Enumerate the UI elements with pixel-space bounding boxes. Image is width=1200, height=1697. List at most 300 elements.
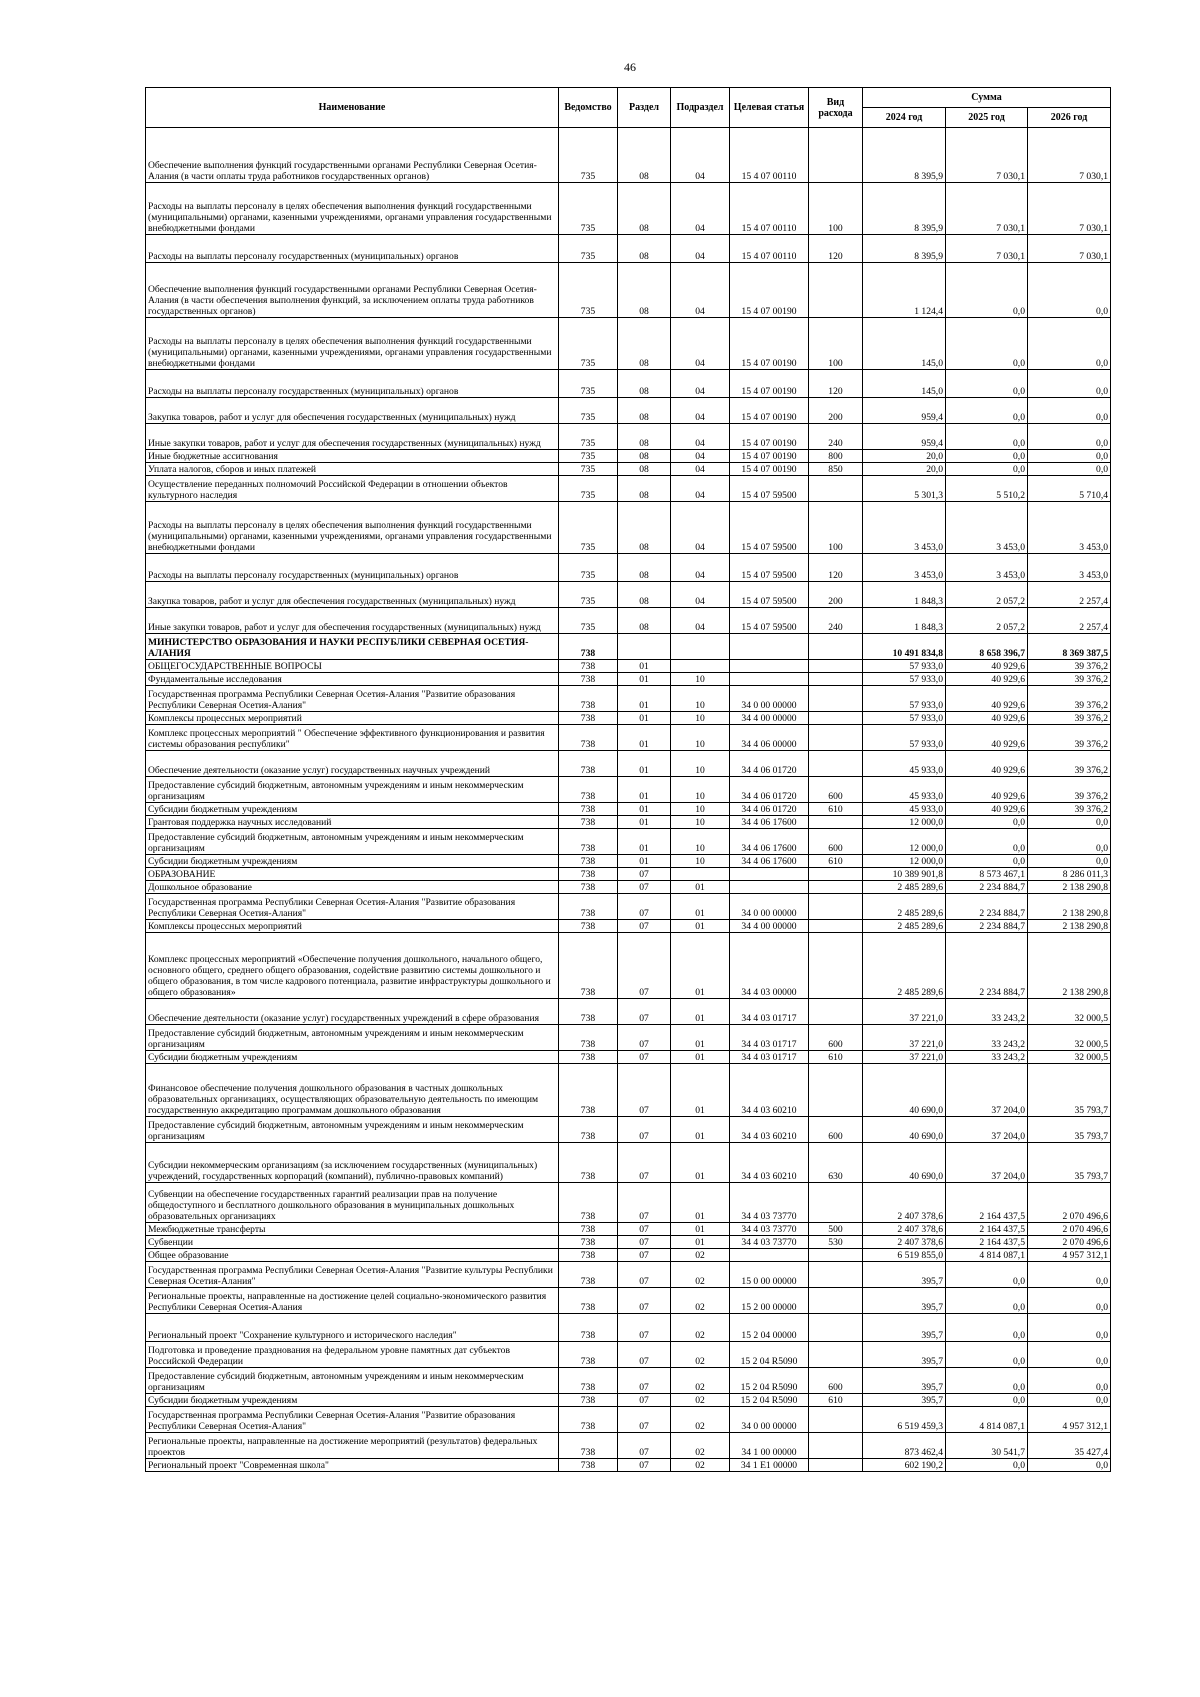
row-2026: 7 030,1 — [1028, 128, 1111, 183]
row-subsection: 01 — [671, 1064, 730, 1117]
row-subsection: 10 — [671, 673, 730, 686]
row-2024: 2 485 289,6 — [863, 920, 946, 933]
row-target: 34 4 06 17600 — [730, 855, 809, 868]
row-name: МИНИСТЕРСТВО ОБРАЗОВАНИЯ И НАУКИ РЕСПУБЛИКИ СЕВЕРНАЯ ОСЕТИЯ-АЛАНИЯ — [146, 634, 559, 660]
row-dept: 738 — [559, 634, 618, 660]
row-dept: 735 — [559, 450, 618, 463]
table-row — [146, 829, 1111, 855]
row-2026: 35 793,7 — [1028, 1143, 1111, 1183]
row-2025: 0,0 — [946, 1262, 1028, 1288]
row-2024: 57 933,0 — [863, 660, 946, 673]
row-subsection: 04 — [671, 554, 730, 582]
row-2026: 2 138 290,8 — [1028, 933, 1111, 999]
row-target: 15 2 04 R5090 — [730, 1394, 809, 1407]
row-2025: 0,0 — [946, 398, 1028, 424]
row-dept: 735 — [559, 554, 618, 582]
row-dept: 738 — [559, 829, 618, 855]
row-2024: 8 395,9 — [863, 128, 946, 183]
row-2026: 32 000,5 — [1028, 999, 1111, 1025]
row-expense: 100 — [809, 502, 863, 554]
row-section: 01 — [618, 777, 671, 803]
row-expense: 630 — [809, 1143, 863, 1183]
row-dept: 738 — [559, 686, 618, 712]
row-expense: 610 — [809, 1394, 863, 1407]
row-subsection: 02 — [671, 1342, 730, 1368]
row-name: Обеспечение деятельности (оказание услуг) государственных учреждений в сфере образования — [146, 999, 559, 1025]
row-subsection: 02 — [671, 1288, 730, 1314]
row-target: 34 4 00 00000 — [730, 920, 809, 933]
row-2026: 39 376,2 — [1028, 803, 1111, 816]
row-2026: 4 957 312,1 — [1028, 1249, 1111, 1262]
row-2026: 7 030,1 — [1028, 183, 1111, 235]
row-target — [730, 868, 809, 881]
header-section: Раздел — [618, 88, 671, 128]
row-dept: 738 — [559, 1459, 618, 1472]
row-subsection: 02 — [671, 1249, 730, 1262]
row-2026: 2 138 290,8 — [1028, 881, 1111, 894]
row-name: Подготовка и проведение празднования на федеральном уровне памятных дат субъектов Российской Федерации — [146, 1342, 559, 1368]
row-subsection: 01 — [671, 894, 730, 920]
row-target: 34 1 00 00000 — [730, 1433, 809, 1459]
table-row — [146, 1249, 1111, 1262]
row-section: 07 — [618, 1394, 671, 1407]
row-section: 08 — [618, 608, 671, 634]
row-expense: 600 — [809, 1368, 863, 1394]
row-name: Обеспечение выполнения функций государственными органами Республики Северная Осетия-Алания (в части обеспечения выполнения функций, за исключением оплаты труда работников государственных органов) — [146, 263, 559, 318]
table-row — [146, 1407, 1111, 1433]
row-name: Финансовое обеспечение получения дошкольного образования в частных дошкольных образовательных организациях, осуществляющих образовательную деятельность по имеющим государственную аккредитацию программам дошкольного образования — [146, 1064, 559, 1117]
row-subsection: 04 — [671, 502, 730, 554]
row-expense — [809, 816, 863, 829]
row-dept: 738 — [559, 881, 618, 894]
row-subsection: 04 — [671, 424, 730, 450]
row-section: 08 — [618, 424, 671, 450]
row-expense — [809, 1459, 863, 1472]
row-2024: 12 000,0 — [863, 855, 946, 868]
row-2024: 40 690,0 — [863, 1143, 946, 1183]
row-expense: 120 — [809, 370, 863, 398]
table-row — [146, 894, 1111, 920]
row-name: Комплексы процессных мероприятий — [146, 920, 559, 933]
row-2024: 45 933,0 — [863, 751, 946, 777]
row-name: Расходы на выплаты персоналу в целях обеспечения выполнения функций государственными (муниципальными) органами, казенными учреждениями, органами управления государственными внебюджетными фондами — [146, 502, 559, 554]
row-dept: 738 — [559, 1433, 618, 1459]
row-2025: 0,0 — [946, 263, 1028, 318]
row-name: Региональные проекты, направленные на достижение целей социально-экономического развития Республики Северная Осетия-Алания — [146, 1288, 559, 1314]
row-section: 07 — [618, 1459, 671, 1472]
row-2024: 395,7 — [863, 1314, 946, 1342]
row-expense — [809, 1314, 863, 1342]
row-name: Фундаментальные исследования — [146, 673, 559, 686]
row-2024: 20,0 — [863, 450, 946, 463]
row-dept: 738 — [559, 660, 618, 673]
table-row — [146, 725, 1111, 751]
row-2024: 12 000,0 — [863, 829, 946, 855]
row-2026: 39 376,2 — [1028, 777, 1111, 803]
row-2026: 39 376,2 — [1028, 673, 1111, 686]
row-2026: 0,0 — [1028, 450, 1111, 463]
row-dept: 738 — [559, 855, 618, 868]
row-name: Субсидии некоммерческим организациям (за исключением государственных (муниципальных) учреждений, государственных корпораций (компаний), публично-правовых компаний) — [146, 1143, 559, 1183]
row-target: 15 4 07 59500 — [730, 554, 809, 582]
row-section: 07 — [618, 999, 671, 1025]
row-subsection — [671, 660, 730, 673]
row-2026: 2 257,4 — [1028, 582, 1111, 608]
row-expense: 600 — [809, 1117, 863, 1143]
row-2025: 0,0 — [946, 450, 1028, 463]
row-subsection: 01 — [671, 1051, 730, 1064]
row-name: Расходы на выплаты персоналу в целях обеспечения выполнения функций государственными (муниципальными) органами, казенными учреждениями, органами управления государственными внебюджетными фондами — [146, 318, 559, 370]
row-name: Региональные проекты, направленные на достижение мероприятий (результатов) федеральных проектов — [146, 1433, 559, 1459]
row-2026: 8 286 011,3 — [1028, 868, 1111, 881]
row-2025: 40 929,6 — [946, 725, 1028, 751]
row-2024: 1 848,3 — [863, 582, 946, 608]
table-row — [146, 263, 1111, 318]
row-expense: 200 — [809, 398, 863, 424]
row-name: Расходы на выплаты персоналу государственных (муниципальных) органов — [146, 235, 559, 263]
table-row — [146, 686, 1111, 712]
row-2025: 0,0 — [946, 1288, 1028, 1314]
row-target: 34 1 E1 00000 — [730, 1459, 809, 1472]
header-dept: Ведомство — [559, 88, 618, 128]
table-row — [146, 370, 1111, 398]
row-2025: 40 929,6 — [946, 686, 1028, 712]
row-2025: 33 243,2 — [946, 1025, 1028, 1051]
row-2024: 40 690,0 — [863, 1064, 946, 1117]
row-2026: 0,0 — [1028, 816, 1111, 829]
row-target: 34 4 03 01717 — [730, 1025, 809, 1051]
row-subsection: 02 — [671, 1394, 730, 1407]
row-2025: 2 164 437,5 — [946, 1183, 1028, 1223]
row-section: 07 — [618, 1051, 671, 1064]
table-row — [146, 933, 1111, 999]
row-subsection: 10 — [671, 803, 730, 816]
row-subsection: 04 — [671, 235, 730, 263]
row-subsection: 10 — [671, 777, 730, 803]
row-dept: 738 — [559, 751, 618, 777]
row-target: 34 4 03 01717 — [730, 1051, 809, 1064]
row-target: 15 4 07 00190 — [730, 398, 809, 424]
row-section: 07 — [618, 1143, 671, 1183]
table-row — [146, 502, 1111, 554]
row-expense: 100 — [809, 183, 863, 235]
row-target: 15 4 07 00190 — [730, 318, 809, 370]
row-subsection: 04 — [671, 370, 730, 398]
table-row — [146, 1223, 1111, 1236]
row-name: Расходы на выплаты персоналу государственных (муниципальных) органов — [146, 370, 559, 398]
row-name: Субсидии бюджетным учреждениям — [146, 855, 559, 868]
row-name: Субсидии бюджетным учреждениям — [146, 1051, 559, 1064]
row-2026: 2 138 290,8 — [1028, 920, 1111, 933]
row-name: Субвенции — [146, 1236, 559, 1249]
table-row — [146, 1143, 1111, 1183]
table-row — [146, 634, 1111, 660]
row-section: 08 — [618, 263, 671, 318]
row-dept: 735 — [559, 235, 618, 263]
row-expense: 120 — [809, 235, 863, 263]
row-subsection: 02 — [671, 1368, 730, 1394]
row-subsection: 01 — [671, 1223, 730, 1236]
row-2026: 0,0 — [1028, 1314, 1111, 1342]
row-2025: 37 204,0 — [946, 1117, 1028, 1143]
row-target: 15 0 00 00000 — [730, 1262, 809, 1288]
row-target: 15 4 07 00190 — [730, 463, 809, 476]
row-2024: 602 190,2 — [863, 1459, 946, 1472]
row-target: 15 2 04 00000 — [730, 1314, 809, 1342]
row-2024: 20,0 — [863, 463, 946, 476]
table-row — [146, 128, 1111, 183]
row-2024: 1 848,3 — [863, 608, 946, 634]
row-name: Обеспечение деятельности (оказание услуг) государственных научных учреждений — [146, 751, 559, 777]
row-2025: 2 234 884,7 — [946, 933, 1028, 999]
row-2026: 0,0 — [1028, 370, 1111, 398]
row-dept: 738 — [559, 933, 618, 999]
row-2025: 0,0 — [946, 318, 1028, 370]
row-2026: 7 030,1 — [1028, 235, 1111, 263]
row-expense: 240 — [809, 608, 863, 634]
row-subsection: 04 — [671, 450, 730, 463]
row-2026: 35 427,4 — [1028, 1433, 1111, 1459]
row-name: Дошкольное образование — [146, 881, 559, 894]
row-name: Иные закупки товаров, работ и услуг для обеспечения государственных (муниципальных) нужд — [146, 608, 559, 634]
row-2025: 2 164 437,5 — [946, 1223, 1028, 1236]
row-2024: 2 407 378,6 — [863, 1236, 946, 1249]
row-dept: 735 — [559, 476, 618, 502]
row-2025: 40 929,6 — [946, 803, 1028, 816]
row-section: 08 — [618, 183, 671, 235]
row-dept: 738 — [559, 1064, 618, 1117]
table-row — [146, 881, 1111, 894]
row-dept: 735 — [559, 502, 618, 554]
row-expense — [809, 634, 863, 660]
row-2026: 2 257,4 — [1028, 608, 1111, 634]
row-2026: 0,0 — [1028, 1459, 1111, 1472]
row-target: 34 4 03 01717 — [730, 999, 809, 1025]
row-2026: 0,0 — [1028, 1368, 1111, 1394]
row-section: 07 — [618, 1368, 671, 1394]
row-name: Иные бюджетные ассигнования — [146, 450, 559, 463]
row-section: 07 — [618, 894, 671, 920]
row-section: 01 — [618, 712, 671, 725]
row-2025: 4 814 087,1 — [946, 1407, 1028, 1433]
row-expense: 600 — [809, 777, 863, 803]
row-dept: 738 — [559, 673, 618, 686]
row-section: 01 — [618, 686, 671, 712]
row-2025: 40 929,6 — [946, 751, 1028, 777]
row-subsection: 04 — [671, 608, 730, 634]
row-subsection: 10 — [671, 855, 730, 868]
row-dept: 738 — [559, 999, 618, 1025]
table-row — [146, 855, 1111, 868]
table-row — [146, 1025, 1111, 1051]
row-section: 01 — [618, 803, 671, 816]
row-section: 07 — [618, 933, 671, 999]
row-target: 34 4 06 01720 — [730, 751, 809, 777]
row-dept: 738 — [559, 1143, 618, 1183]
table-row — [146, 868, 1111, 881]
row-name: Осуществление переданных полномочий Российской Федерации в отношении объектов культурного наследия — [146, 476, 559, 502]
row-2025: 0,0 — [946, 463, 1028, 476]
row-target: 34 4 03 60210 — [730, 1064, 809, 1117]
row-2025: 0,0 — [946, 1314, 1028, 1342]
row-2026: 39 376,2 — [1028, 725, 1111, 751]
row-expense — [809, 1183, 863, 1223]
row-2025: 0,0 — [946, 1459, 1028, 1472]
row-dept: 738 — [559, 1314, 618, 1342]
row-2024: 1 124,4 — [863, 263, 946, 318]
row-section: 07 — [618, 1288, 671, 1314]
row-target: 34 0 00 00000 — [730, 686, 809, 712]
row-subsection: 02 — [671, 1459, 730, 1472]
row-2025: 3 453,0 — [946, 554, 1028, 582]
row-2026: 0,0 — [1028, 855, 1111, 868]
row-dept: 738 — [559, 1117, 618, 1143]
row-expense — [809, 751, 863, 777]
row-section: 07 — [618, 1183, 671, 1223]
header-target: Целевая статья — [730, 88, 809, 128]
row-2026: 39 376,2 — [1028, 686, 1111, 712]
row-2024: 57 933,0 — [863, 725, 946, 751]
row-2026: 0,0 — [1028, 263, 1111, 318]
row-2024: 10 389 901,8 — [863, 868, 946, 881]
header-expense: Вид расхода — [809, 88, 863, 128]
row-target: 34 4 06 00000 — [730, 725, 809, 751]
row-expense — [809, 128, 863, 183]
table-row — [146, 712, 1111, 725]
row-dept: 738 — [559, 894, 618, 920]
row-target: 34 0 00 00000 — [730, 894, 809, 920]
row-subsection: 04 — [671, 128, 730, 183]
row-section: 07 — [618, 881, 671, 894]
row-section: 07 — [618, 868, 671, 881]
row-2024: 145,0 — [863, 318, 946, 370]
row-target: 15 4 07 59500 — [730, 608, 809, 634]
table-row — [146, 1262, 1111, 1288]
row-dept: 738 — [559, 1368, 618, 1394]
row-section: 08 — [618, 554, 671, 582]
row-dept: 738 — [559, 1342, 618, 1368]
row-2024: 45 933,0 — [863, 777, 946, 803]
row-section: 07 — [618, 1342, 671, 1368]
row-2026: 0,0 — [1028, 463, 1111, 476]
row-section: 07 — [618, 1236, 671, 1249]
row-target: 15 2 04 R5090 — [730, 1368, 809, 1394]
row-2024: 6 519 459,3 — [863, 1407, 946, 1433]
table-row — [146, 673, 1111, 686]
row-2025: 40 929,6 — [946, 660, 1028, 673]
row-section: 07 — [618, 1064, 671, 1117]
row-dept: 738 — [559, 1025, 618, 1051]
row-expense — [809, 1249, 863, 1262]
row-name: ОБЩЕГОСУДАРСТВЕННЫЕ ВОПРОСЫ — [146, 660, 559, 673]
row-name: Расходы на выплаты персоналу государственных (муниципальных) органов — [146, 554, 559, 582]
row-2025: 2 164 437,5 — [946, 1236, 1028, 1249]
row-expense: 610 — [809, 803, 863, 816]
row-target — [730, 634, 809, 660]
table-row — [146, 1394, 1111, 1407]
table-row — [146, 660, 1111, 673]
row-expense: 240 — [809, 424, 863, 450]
row-name: Субсидии бюджетным учреждениям — [146, 803, 559, 816]
row-dept: 738 — [559, 1407, 618, 1433]
row-expense — [809, 868, 863, 881]
row-target: 34 4 06 17600 — [730, 816, 809, 829]
row-2024: 2 407 378,6 — [863, 1223, 946, 1236]
row-subsection: 10 — [671, 686, 730, 712]
row-section — [618, 634, 671, 660]
row-section: 07 — [618, 1262, 671, 1288]
row-name: Государственная программа Республики Северная Осетия-Алания "Развитие образования Республики Северная Осетия-Алания" — [146, 894, 559, 920]
row-name: Комплекс процессных мероприятий «Обеспечение получения дошкольного, начального общего, основного общего, среднего общего образования, содействие развитию системы дошкольного и общего образования, в том числе кадрового потенциала, развитие инфраструктуры дошкольного и общего образования» — [146, 933, 559, 999]
row-expense — [809, 712, 863, 725]
row-target — [730, 660, 809, 673]
table-row — [146, 608, 1111, 634]
row-target — [730, 881, 809, 894]
header-2025: 2025 год — [946, 108, 1028, 128]
row-subsection: 10 — [671, 829, 730, 855]
row-expense: 850 — [809, 463, 863, 476]
row-target: 15 4 07 00190 — [730, 370, 809, 398]
row-dept: 738 — [559, 725, 618, 751]
row-subsection: 02 — [671, 1314, 730, 1342]
row-name: Комплексы процессных мероприятий — [146, 712, 559, 725]
row-target: 34 4 03 73770 — [730, 1236, 809, 1249]
table-row — [146, 751, 1111, 777]
row-2026: 3 453,0 — [1028, 502, 1111, 554]
row-section: 08 — [618, 450, 671, 463]
row-2026: 4 957 312,1 — [1028, 1407, 1111, 1433]
table-row — [146, 777, 1111, 803]
row-2024: 395,7 — [863, 1262, 946, 1288]
row-2024: 959,4 — [863, 398, 946, 424]
row-2024: 37 221,0 — [863, 1025, 946, 1051]
row-2026: 0,0 — [1028, 829, 1111, 855]
row-subsection: 04 — [671, 476, 730, 502]
row-subsection: 10 — [671, 725, 730, 751]
row-2025: 0,0 — [946, 1342, 1028, 1368]
row-expense: 530 — [809, 1236, 863, 1249]
row-2025: 30 541,7 — [946, 1433, 1028, 1459]
row-2025: 0,0 — [946, 829, 1028, 855]
row-subsection: 04 — [671, 582, 730, 608]
row-dept: 738 — [559, 816, 618, 829]
row-dept: 735 — [559, 463, 618, 476]
row-section: 01 — [618, 673, 671, 686]
row-2025: 8 573 467,1 — [946, 868, 1028, 881]
row-target: 15 4 07 00110 — [730, 128, 809, 183]
row-expense: 120 — [809, 554, 863, 582]
row-expense — [809, 1407, 863, 1433]
row-expense: 600 — [809, 829, 863, 855]
row-subsection: 10 — [671, 712, 730, 725]
row-2026: 39 376,2 — [1028, 751, 1111, 777]
row-section: 08 — [618, 476, 671, 502]
table-row — [146, 424, 1111, 450]
row-section: 08 — [618, 128, 671, 183]
row-2024: 873 462,4 — [863, 1433, 946, 1459]
table-row — [146, 1064, 1111, 1117]
row-section: 08 — [618, 318, 671, 370]
row-dept: 738 — [559, 1183, 618, 1223]
row-2025: 0,0 — [946, 370, 1028, 398]
row-section: 08 — [618, 235, 671, 263]
row-target: 34 4 03 73770 — [730, 1183, 809, 1223]
row-2024: 145,0 — [863, 370, 946, 398]
row-2026: 3 453,0 — [1028, 554, 1111, 582]
row-2026: 5 710,4 — [1028, 476, 1111, 502]
table-row — [146, 1314, 1111, 1342]
row-2026: 0,0 — [1028, 1288, 1111, 1314]
